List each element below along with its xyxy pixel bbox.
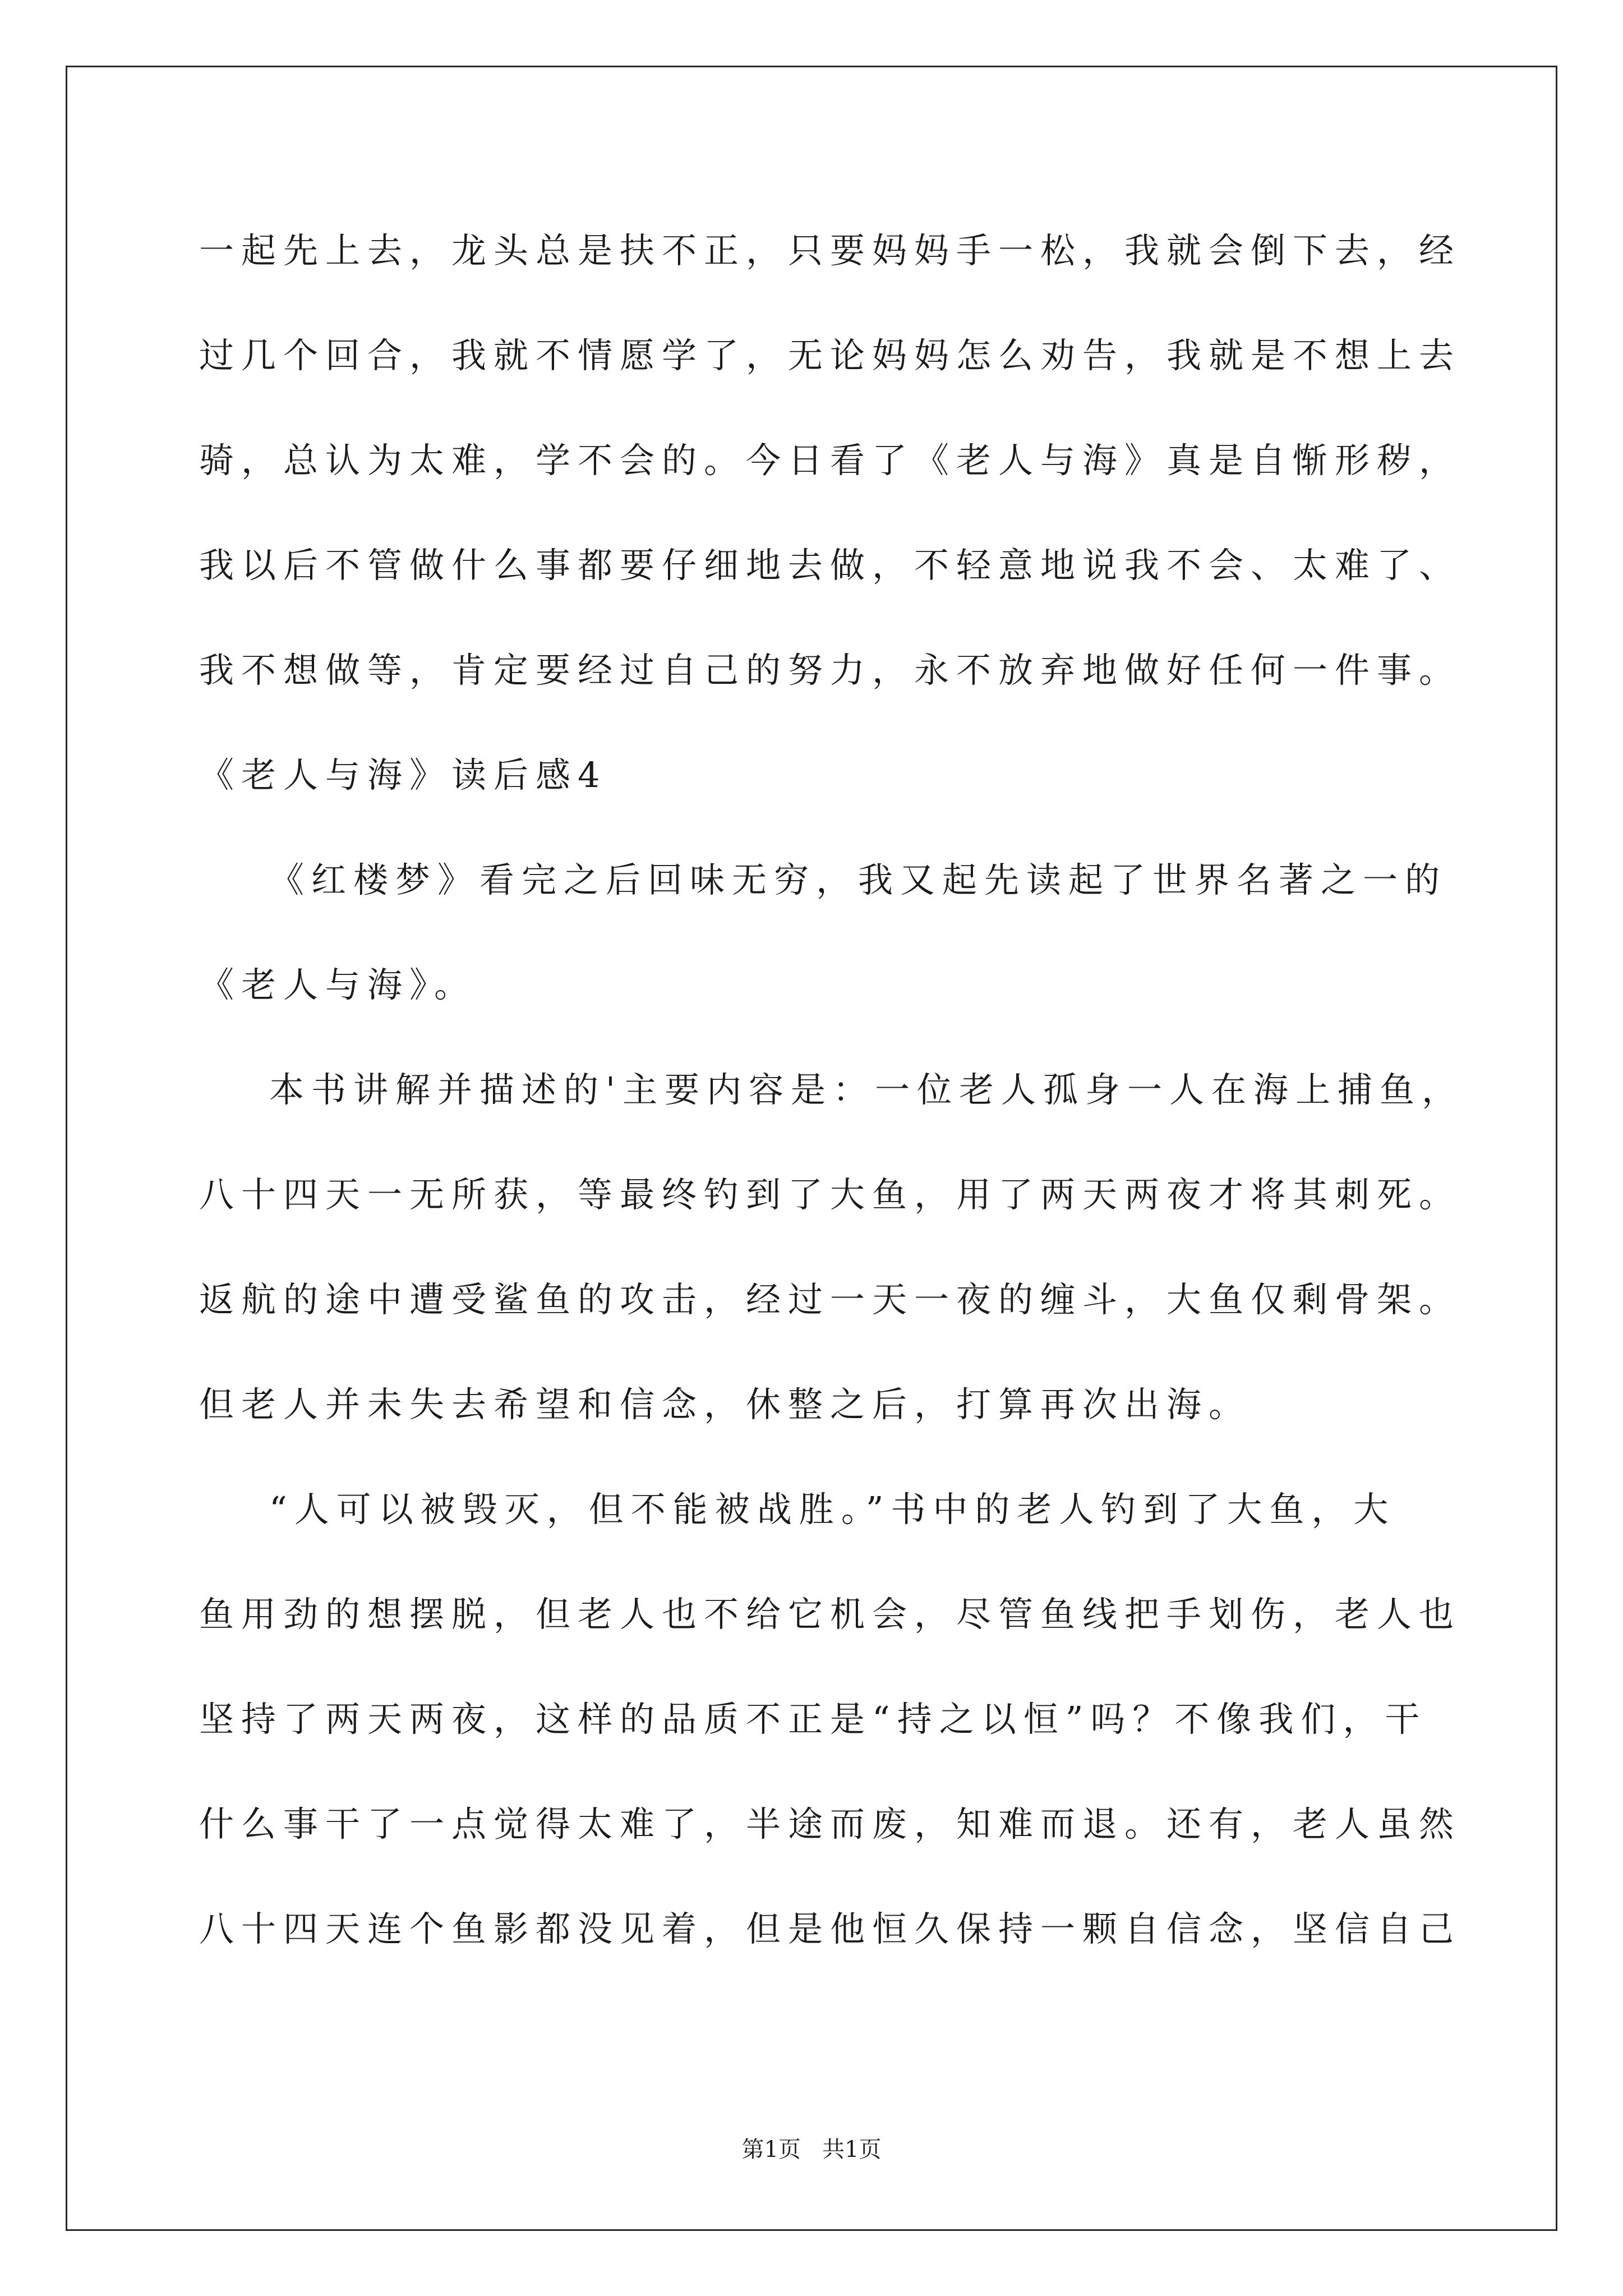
text-line-14: 鱼用劲的想摆脱，但老人也不给它机会，尽管鱼线把手划伤，老人也 [199, 1594, 1461, 1635]
page-border [66, 66, 1557, 2231]
text-line-12: 但老人并未失去希望和信念，休整之后，打算再次出海。 [199, 1384, 1251, 1425]
text-line-17: 八十四天连个鱼影都没见着，但是他恒久保持一颗自信念，坚信自己 [199, 1908, 1461, 1949]
text-line-3: 骑，总认为太难，学不会的。今日看了《老人与海》真是自惭形秽， [199, 440, 1461, 481]
text-line-2: 过几个回合，我就不情愿学了，无论妈妈怎么劝告，我就是不想上去 [199, 335, 1461, 376]
text-line-13: “人可以被毁灭，但不能被战胜。”书中的老人钓到了大鱼，大 [269, 1489, 1396, 1530]
section-heading: 《老人与海》读后感4 [199, 754, 607, 795]
text-line-10: 八十四天一无所获，等最终钓到了大鱼，用了两天两夜才将其刺死。 [199, 1174, 1461, 1215]
text-line-16: 什么事干了一点觉得太难了，半途而废，知难而退。还有，老人虽然 [199, 1803, 1461, 1844]
text-line-15: 坚持了两天两夜，这样的品质不正是“持之以恒”吗？不像我们，干 [199, 1699, 1427, 1740]
text-line-5: 我不想做等，肯定要经过自己的努力，永不放弃地做好任何一件事。 [199, 650, 1461, 691]
text-line-8: 《老人与海》。 [199, 964, 477, 1005]
page-footer: 第1页 共1页 [741, 2137, 882, 2162]
text-line-11: 返航的途中遭受鲨鱼的攻击，经过一天一夜的缠斗，大鱼仅剩骨架。 [199, 1279, 1461, 1320]
text-line-4: 我以后不管做什么事都要仔细地去做，不轻意地说我不会、太难了、 [199, 545, 1461, 586]
text-line-9: 本书讲解并描述的'主要内容是：一位老人孤身一人在海上捕鱼， [269, 1069, 1464, 1110]
text-line-7: 《红楼梦》看完之后回味无穷，我又起先读起了世界名著之一的 [269, 859, 1447, 900]
text-line-1: 一起先上去，龙头总是扶不正，只要妈妈手一松，我就会倒下去，经 [199, 230, 1461, 271]
